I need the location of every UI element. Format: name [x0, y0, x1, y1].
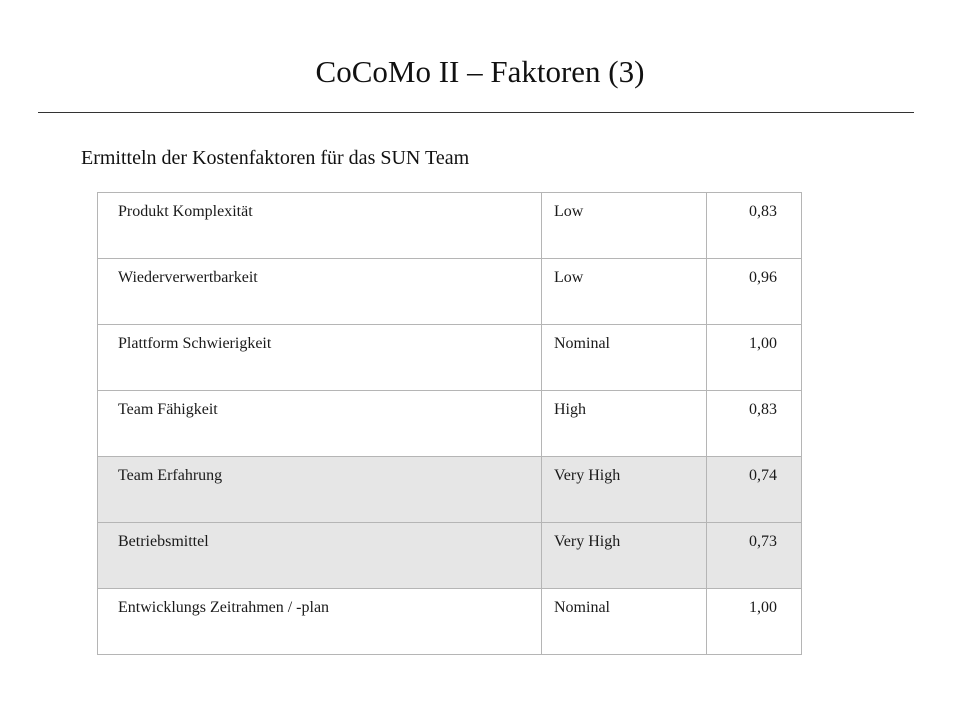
factor-level: Very High [542, 457, 707, 523]
factor-value: 1,00 [707, 325, 802, 391]
factor-level: Low [542, 193, 707, 259]
table-row-highlighted [98, 523, 802, 589]
factor-level: Nominal [542, 589, 707, 655]
table-row [98, 193, 802, 259]
factor-name: Entwicklungs Zeitrahmen / -plan [98, 589, 542, 655]
factor-name: Team Erfahrung [98, 457, 542, 523]
table-row-highlighted [98, 457, 802, 523]
slide-subtitle: Ermitteln der Kostenfaktoren für das SUN Team [81, 147, 470, 169]
factor-name: Plattform Schwierigkeit [98, 325, 542, 391]
table-row [98, 589, 802, 655]
slide-title: CoCoMo II – Faktoren (3) [315, 54, 645, 89]
factor-level: Very High [542, 523, 707, 589]
factor-name: Team Fähigkeit [98, 391, 542, 457]
table-row [98, 259, 802, 325]
table-row [98, 325, 802, 391]
factor-name: Wiederverwertbarkeit [98, 259, 542, 325]
table-row [98, 391, 802, 457]
factor-value: 0,83 [707, 391, 802, 457]
factor-name: Produkt Komplexität [98, 193, 542, 259]
factor-value: 0,74 [707, 457, 802, 523]
factor-level: Nominal [542, 325, 707, 391]
factor-name: Betriebsmittel [98, 523, 542, 589]
factor-level: Low [542, 259, 707, 325]
factor-level: High [542, 391, 707, 457]
factor-value: 0,96 [707, 259, 802, 325]
cost-factor-table [97, 192, 802, 655]
title-divider [38, 112, 914, 113]
factor-value: 1,00 [707, 589, 802, 655]
factor-value: 0,73 [707, 523, 802, 589]
factor-value: 0,83 [707, 193, 802, 259]
